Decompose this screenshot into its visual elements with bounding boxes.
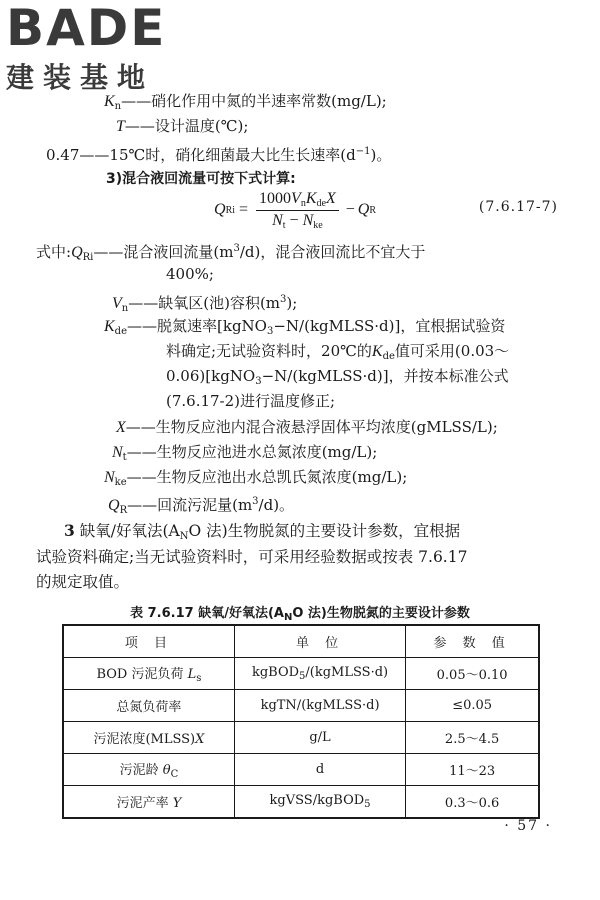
where-vn: $V_n——$缺氧区(池)容积$(m^3)$; <box>112 294 298 314</box>
where-qr: $Q_R——$回流污泥量$(m^3/d)$。 <box>108 496 295 516</box>
where-qri: 式中$:Q_{Ri}——$混合液回流量$(m^3/d)$，混合液回流比不宜大于 <box>36 243 426 263</box>
where-kde-2: 料确定;无试验资料时，20℃的$K_{de}$值可采用(0.03～ <box>166 342 510 362</box>
cell-value: 2.5～4.5 <box>406 722 539 754</box>
cell-unit: d <box>234 754 405 786</box>
cell-value: ≤0.05 <box>406 690 539 722</box>
table-row <box>63 722 539 754</box>
cell-unit: g/L <box>234 722 405 754</box>
formula-block <box>36 188 564 232</box>
def-kn: $K_n——$硝化作用中氮的半速率常数(mg/L); <box>104 92 387 112</box>
cell-item: 总氮负荷率 <box>63 690 234 722</box>
cell-value: 0.05～0.10 <box>406 658 539 690</box>
para3-line1: 3 缺氧/好氧法($A_NO$ 法)生物脱氮的主要设计参数，宜根据 <box>64 521 461 542</box>
table-header-row <box>63 625 539 658</box>
def-t: T——设计温度(℃); <box>116 117 249 135</box>
where-qri-cont: 400%; <box>166 265 214 283</box>
cell-unit: kgBOD$_5$/(kgMLSS·d) <box>234 658 405 690</box>
para3-line2: 试验资料确定;当无试验资料时，可采用经验数据或按表 7.6.17 <box>36 548 468 566</box>
cell-unit: kgVSS/kgBOD$_5$ <box>234 786 405 819</box>
item3-heading: 3)混合液回流量可按下式计算: <box>106 171 296 187</box>
page-number: · 57 · <box>504 818 552 834</box>
cell-item: BOD 污泥负荷 $L_s$ <box>63 658 234 690</box>
cell-unit: kgTN/(kgMLSS·d) <box>234 690 405 722</box>
logo-subtitle: 建装基地 <box>6 61 155 94</box>
table-row <box>63 754 539 786</box>
table-row <box>63 786 539 819</box>
table-row <box>63 690 539 722</box>
formula: Q Ri = $\frac{1000V_nK_{de}X}{N_t - N_{ke}}$ − Q R <box>214 189 376 231</box>
cell-item: 污泥产率 Y <box>63 786 234 819</box>
table-row <box>63 658 539 690</box>
equation-number: (7.6.17-7) <box>478 199 558 215</box>
parameter-table <box>62 624 540 819</box>
header-value: 参 数 值 <box>406 625 539 658</box>
formula-fraction: $\frac{1000V_nK_{de}X}{N_t - N_{ke}}$ <box>256 190 339 231</box>
para3-line3: 的规定取值。 <box>36 573 130 591</box>
cell-value: 0.3～0.6 <box>406 786 539 819</box>
header-unit: 单 位 <box>234 625 405 658</box>
where-x: X——生物反应池内混合液悬浮固体平均浓度(gMLSS/L); <box>116 418 498 436</box>
cell-value: 11～23 <box>406 754 539 786</box>
logo-wordmark: BADE <box>6 0 167 57</box>
cell-item: 污泥龄 $\theta_C$ <box>63 754 234 786</box>
where-kde: $K_{de}——$脱氮速率[kgNO$_3$−N/(kgMLSS·d)]，宜根据试验资 <box>104 317 506 337</box>
brand-logo <box>6 2 166 96</box>
where-kde-4: (7.6.17-2)进行温度修正; <box>166 392 336 410</box>
table-title: 表 7.6.17 缺氧/好氧法($A_NO$ 法)生物脱氮的主要设计参数 <box>130 606 470 623</box>
where-kde-3: 0.06)[kgNO$_3$−N/(kgMLSS·d)]，并按本标准公式 <box>166 367 509 387</box>
cell-item: 污泥浓度(MLSS)X <box>63 722 234 754</box>
def-047: 0.47——15℃时，硝化细菌最大比生长速率$(d^{-1})$。 <box>46 146 392 164</box>
where-nke: $N_{ke}——$生物反应池出水总凯氏氮浓度(mg/L); <box>104 468 408 488</box>
header-item: 项 目 <box>63 625 234 658</box>
where-nt: $N_t——$生物反应池进水总氮浓度(mg/L); <box>112 443 378 463</box>
